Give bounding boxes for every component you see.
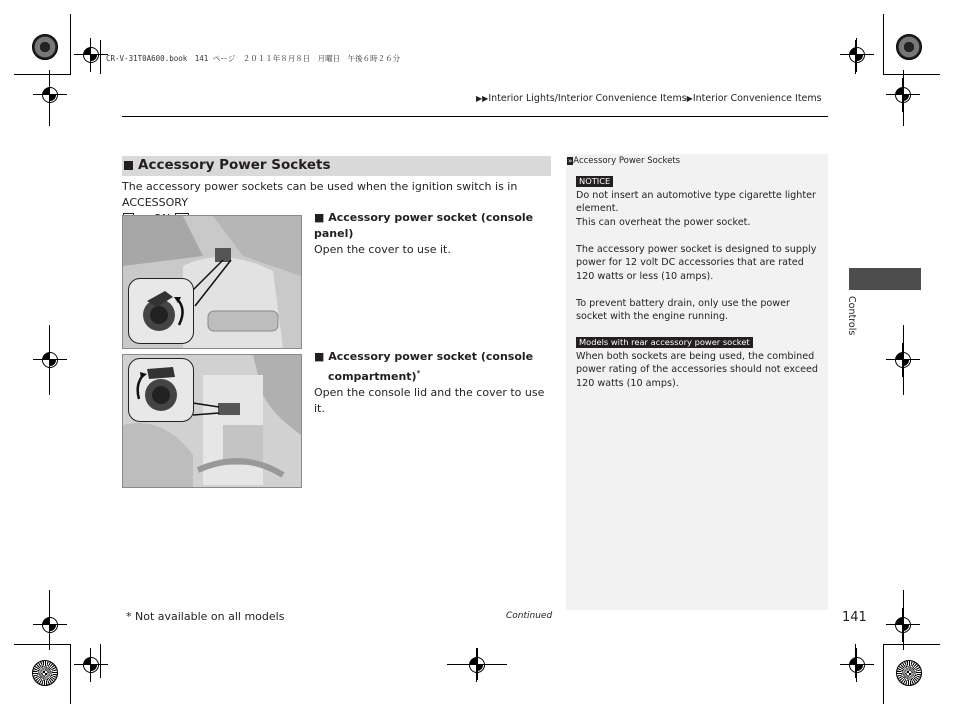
section-heading xyxy=(122,156,551,176)
item-console-panel xyxy=(314,210,554,258)
registration-star-icon xyxy=(32,660,58,686)
registration-mark-icon xyxy=(80,44,102,66)
battery-drain-text: To prevent battery drain, only use the power socket with the engine running. xyxy=(576,298,790,323)
sidebar-ref xyxy=(567,156,680,166)
breadcrumb-part-1[interactable]: Interior Lights/Interior Convenience Items xyxy=(488,93,687,104)
socket-callout-inset xyxy=(128,278,194,344)
item-title: Accessory power socket (console panel) xyxy=(314,211,534,240)
breadcrumb-part-2[interactable]: Interior Convenience Items xyxy=(692,93,822,104)
chapter-tab[interactable] xyxy=(849,268,921,290)
combined-rating-text: When both sockets are being used, the combined power rating of the accessories should not exceed 120 watts (10 amps). xyxy=(576,351,819,389)
registration-star-icon xyxy=(896,34,922,60)
asterisk[interactable]: * xyxy=(416,369,421,377)
socket-callout-inset xyxy=(128,358,194,422)
footnote: * Not available on all models xyxy=(126,610,285,623)
item-description: Open the console lid and the cover to use it. xyxy=(314,385,545,415)
notice-badge: NOTICE xyxy=(576,176,613,187)
console-compartment-socket-image xyxy=(122,354,302,488)
registration-star-icon xyxy=(896,660,922,686)
console-panel-socket-image xyxy=(122,215,302,349)
breadcrumb xyxy=(476,93,822,104)
chapter-tab-label: Controls xyxy=(846,296,857,336)
sidebar-notes xyxy=(566,154,828,610)
item-marker-icon: ■ xyxy=(314,350,325,363)
item-title: Accessory power socket (console xyxy=(328,350,534,363)
item-marker-icon: ■ xyxy=(314,211,325,224)
registration-mark-icon xyxy=(892,84,914,106)
continued-label: Continued xyxy=(506,611,553,621)
notice-text-1: Do not insert an automotive type cigarette lighter element. xyxy=(576,190,816,215)
notice-text-2: This can overheat the power socket. xyxy=(576,217,751,228)
registration-mark-icon xyxy=(466,654,488,676)
registration-star-icon xyxy=(32,34,58,60)
sidebar-ref-title: Accessory Power Sockets xyxy=(573,156,681,166)
registration-mark-icon xyxy=(846,44,868,66)
power-rating-text: The accessory power socket is designed to supply power for 12 volt DC accessories that are rated 120 watts or less (10 amps). xyxy=(576,244,817,282)
registration-mark-icon xyxy=(39,84,61,106)
registration-mark-icon xyxy=(80,654,102,676)
section-title: Accessory Power Sockets xyxy=(138,157,331,173)
models-badge: Models with rear accessory power socket xyxy=(576,337,753,348)
breadcrumb-separator-icon: ▶ xyxy=(686,94,693,103)
item-description: Open the cover to use it. xyxy=(314,243,451,256)
reference-icon: » xyxy=(568,157,573,165)
item-title-cont: compartment) xyxy=(328,369,417,383)
page-number: 141 xyxy=(842,610,867,625)
header-rule xyxy=(122,116,828,117)
print-meta: CR-V-31T0A600.book 141 ページ ２０１１年８月８日 月曜日 午後６時２６分 xyxy=(106,54,401,63)
square-bullet-icon xyxy=(124,161,133,170)
registration-mark-icon xyxy=(846,654,868,676)
item-console-compartment xyxy=(314,349,554,417)
intro-text: The accessory power sockets can be used when the ignition switch is in ACCESSORY xyxy=(122,180,518,209)
breadcrumb-arrows-icon: ▶▶ xyxy=(476,94,489,103)
registration-mark-icon xyxy=(892,349,914,371)
registration-mark-icon xyxy=(39,349,61,371)
registration-mark-icon xyxy=(39,614,61,636)
registration-mark-icon xyxy=(892,614,914,636)
